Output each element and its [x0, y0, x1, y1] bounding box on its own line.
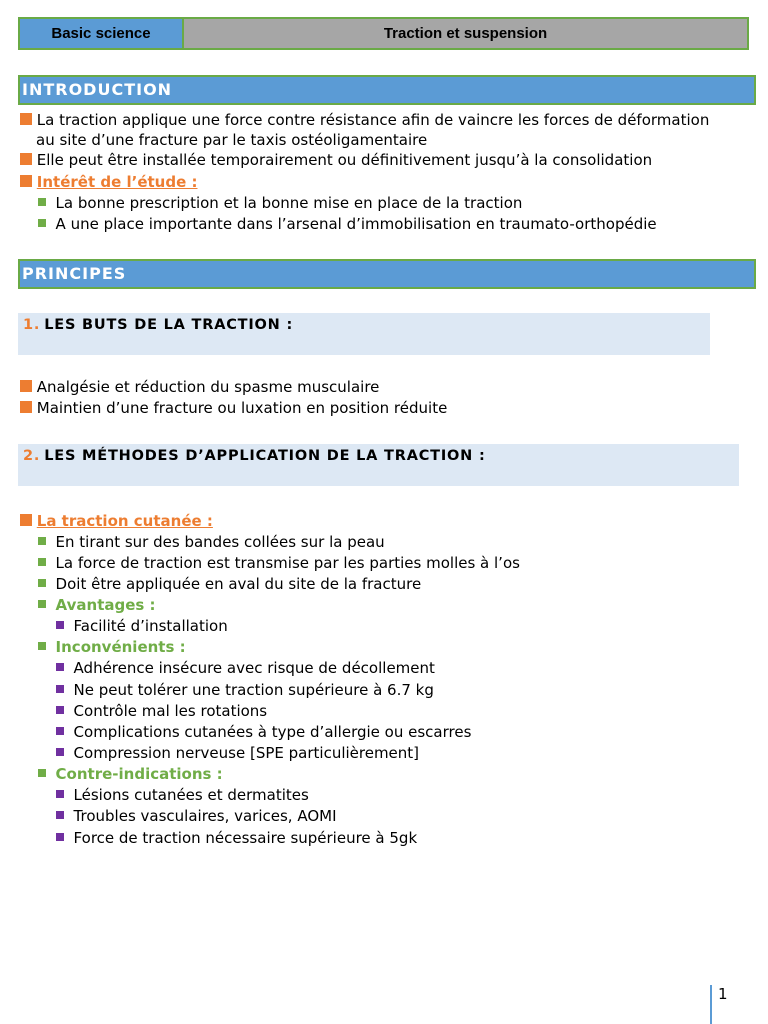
purple-bullet-icon	[56, 663, 64, 671]
list-item	[56, 785, 309, 805]
list-item-text: Ne peut tolérer une traction supérieure à 6.7 kg	[73, 681, 434, 699]
cutanee-heading	[20, 511, 213, 531]
purple-bullet-icon	[56, 811, 64, 819]
green-bullet-icon	[38, 769, 46, 777]
subsection-title: LES MÉTHODES D’APPLICATION DE LA TRACTION :	[44, 448, 486, 464]
orange-bullet-icon	[20, 380, 32, 392]
green-bullet-icon	[38, 600, 46, 608]
purple-bullet-icon	[56, 727, 64, 735]
list-item	[56, 828, 417, 848]
page-number: 1	[718, 985, 728, 1003]
list-item	[38, 553, 520, 573]
page-number-divider	[710, 985, 712, 1024]
list-item-text: Facilité d’installation	[73, 617, 228, 635]
list-item-text: La bonne prescription et la bonne mise en place de la traction	[55, 194, 523, 212]
list-item	[56, 658, 435, 678]
subsection-number: 2.	[23, 448, 41, 464]
list-item	[38, 574, 421, 594]
subsection-buts	[18, 313, 710, 355]
list-item-text: Doit être appliquée en aval du site de la fracture	[55, 575, 422, 593]
list-item-text: Compression nerveuse [SPE particulièrement]	[73, 744, 420, 762]
list-item	[20, 150, 652, 170]
list-item	[38, 193, 522, 213]
list-item	[56, 806, 337, 826]
orange-bullet-icon	[20, 401, 32, 413]
orange-bullet-icon	[20, 153, 32, 165]
document-header	[18, 17, 749, 50]
subsection-title: LES BUTS DE LA TRACTION :	[44, 317, 294, 333]
list-item	[20, 398, 447, 418]
interet-title: Intérêt de l’étude :	[36, 173, 198, 191]
list-item	[20, 110, 709, 130]
subsection-number: 1.	[23, 317, 41, 333]
list-item-text: En tirant sur des bandes collées sur la peau	[55, 533, 385, 551]
list-item-text: La traction applique une force contre résistance afin de vaincre les forces de déformation	[36, 111, 710, 129]
list-item-text: Adhérence insécure avec risque de décollement	[73, 659, 435, 677]
list-item-text: Elle peut être installée temporairement ou définitivement jusqu’à la consolidation	[36, 151, 653, 169]
list-item-text: Complications cutanées à type d’allergie ou escarres	[73, 723, 472, 741]
contre-indications-heading	[38, 764, 223, 784]
list-item	[38, 532, 385, 552]
green-bullet-icon	[38, 537, 46, 545]
section-introduction: INTRODUCTION	[18, 75, 756, 105]
green-bullet-icon	[38, 579, 46, 587]
orange-bullet-icon	[20, 113, 32, 125]
green-bullet-icon	[38, 558, 46, 566]
header-category: Basic science	[18, 17, 184, 50]
purple-bullet-icon	[56, 833, 64, 841]
list-item	[56, 680, 434, 700]
avantages-title: Avantages :	[55, 596, 156, 614]
purple-bullet-icon	[56, 685, 64, 693]
interet-heading	[20, 172, 197, 192]
list-item-text: Analgésie et réduction du spasme musculaire	[36, 378, 380, 396]
purple-bullet-icon	[56, 706, 64, 714]
list-item-text: La force de traction est transmise par les parties molles à l’os	[55, 554, 520, 572]
orange-bullet-icon	[20, 175, 32, 187]
orange-bullet-icon	[20, 514, 32, 526]
list-item	[56, 616, 228, 636]
cutanee-title: La traction cutanée :	[36, 512, 213, 530]
list-item-continuation: au site d’une fracture par le taxis ostéoligamentaire	[36, 131, 428, 149]
list-item-text: Maintien d’une fracture ou luxation en position réduite	[36, 399, 448, 417]
section-principes: PRINCIPES	[18, 259, 756, 289]
inconvenients-title: Inconvénients :	[55, 638, 186, 656]
list-item-text: A une place importante dans l’arsenal d’immobilisation en traumato-orthopédie	[55, 215, 657, 233]
list-item	[56, 743, 419, 763]
purple-bullet-icon	[56, 621, 64, 629]
green-bullet-icon	[38, 198, 46, 206]
subsection-methodes	[18, 444, 739, 486]
list-item-text: Troubles vasculaires, varices, AOMI	[73, 807, 337, 825]
green-bullet-icon	[38, 642, 46, 650]
list-item	[56, 701, 267, 721]
purple-bullet-icon	[56, 748, 64, 756]
list-item-text: Lésions cutanées et dermatites	[73, 786, 309, 804]
list-item-text: Force de traction nécessaire supérieure à 5gk	[73, 829, 418, 847]
header-title: Traction et suspension	[182, 17, 749, 50]
avantages-heading	[38, 595, 156, 615]
purple-bullet-icon	[56, 790, 64, 798]
green-bullet-icon	[38, 219, 46, 227]
contre-indications-title: Contre-indications :	[55, 765, 223, 783]
list-item	[20, 377, 379, 397]
list-item	[38, 214, 657, 234]
list-item	[56, 722, 471, 742]
inconvenients-heading	[38, 637, 186, 657]
list-item-text: Contrôle mal les rotations	[73, 702, 268, 720]
